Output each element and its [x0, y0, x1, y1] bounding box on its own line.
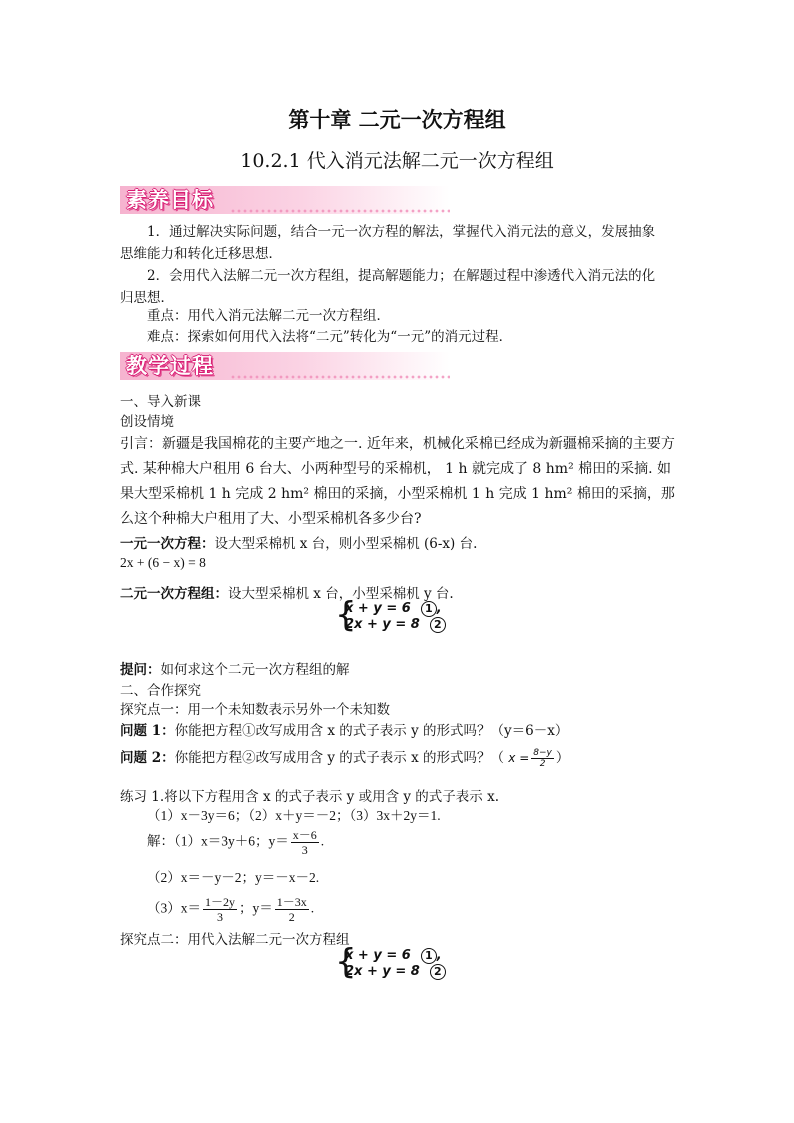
circled-1: 1	[421, 601, 437, 617]
equation-system-1	[335, 595, 446, 635]
banner-decoration	[230, 208, 450, 214]
sol1-fraction: $\frac{x-6}{3}$	[292, 828, 317, 857]
explore-point-1: 探究点一：用一个未知数表示另外一个未知数	[120, 702, 390, 718]
solution-1: 解：（1）x＝3y＋6；y＝ $\frac{x-6}{3}$ .	[147, 828, 325, 857]
question-1-line	[120, 719, 568, 739]
linear2-text: 设大型采棉机 x 台，小型采棉机 y 台.	[228, 586, 454, 602]
intro-line-1: 引言：新疆是我国棉花的主要产地之一. 近年来，机械化采棉已经成为新疆棉采摘的主要方	[120, 436, 675, 452]
circled-2: 2	[430, 964, 446, 980]
q2-label: 问题 2：	[120, 750, 175, 766]
intro-line-2: 式. 某种棉大户租用 6 台大、小两种型号的采棉机， 1 h 就完成了 8 hm² 棉田的采摘. 如	[120, 461, 672, 477]
goal-2-line-2: 归思想．	[120, 290, 174, 306]
equation-system-2	[335, 942, 446, 982]
solution-3: （3）x＝ $\frac{1-2y}{3}$ ；y＝ $\frac{1-3x}{2}$ .	[147, 895, 315, 924]
intro-line-3: 果大型采棉机 1 h 完成 2 hm² 棉田的采摘，小型采棉机 1 h 完成 1 hm² 棉田的采摘，那	[120, 486, 675, 502]
circled-2: 2	[430, 617, 446, 633]
process-banner	[120, 352, 450, 380]
chapter-title: 第十章 二元一次方程组	[288, 107, 506, 132]
circled-1: 1	[421, 948, 437, 964]
solution-2: （2）x＝－y－2；y＝－x－2.	[147, 870, 320, 885]
q1-text: 你能把方程①改写成用含 x 的式子表示 y 的形式吗？（y＝6－x）	[174, 723, 569, 739]
part2-heading: 二、合作探究	[120, 683, 201, 699]
scenario-heading: 创设情境	[120, 414, 174, 430]
goal-2-line-1: 2．会用代入法解二元一次方程组，提高解题能力；在解题过程中渗透代入消元法的化	[147, 268, 656, 284]
sol3-fraction-2: $\frac{1-3x}{2}$	[276, 895, 307, 924]
sol3-fraction-1: $\frac{1-2y}{3}$	[205, 895, 236, 924]
system-eq-1: x + y = 6 1 ,	[345, 948, 442, 963]
question-text: 如何求这个二元一次方程组的解	[160, 662, 350, 678]
linear1-line	[120, 532, 477, 552]
goals-banner-label: 素养目标	[126, 187, 214, 212]
system-brace: {	[335, 942, 357, 982]
system-brace: {	[335, 595, 357, 635]
question-line	[120, 658, 350, 678]
question-2-line: 问题 2：你能把方程②改写成用含 y 的式子表示 x 的形式吗？（ x = $\frac{8-y}{2}$ ）	[120, 748, 570, 769]
banner-decoration	[230, 374, 450, 380]
goal-1-line-1: 1．通过解决实际问题，结合一元一次方程的解法，掌握代入消元法的意义，发展抽象	[147, 224, 656, 240]
explore-point-2: 探究点二：用代入法解二元一次方程组	[120, 932, 350, 948]
exercise-items: （1）x－3y＝6；（2）x＋y＝－2；（3）3x＋2y＝1.	[147, 808, 441, 823]
linear1-text: 设大型采棉机 x 台，则小型采棉机 (6-x) 台.	[214, 536, 478, 552]
q2-fraction: $\frac{8-y}{2}$	[533, 748, 552, 769]
system-eq-1: x + y = 6 1 ,	[345, 601, 442, 616]
linear2-line	[120, 582, 454, 602]
goals-banner	[120, 186, 450, 214]
process-banner-label: 教学过程	[126, 353, 214, 378]
linear1-label: 一元一次方程：	[120, 536, 215, 552]
q2-answer: x = $\frac{8-y}{2}$	[508, 748, 552, 769]
key-point: 重点：用代入消元法解二元一次方程组．	[147, 308, 390, 324]
part1-heading: 一、导入新课	[120, 394, 201, 410]
linear1-equation: 2x + (6 − x) = 8	[120, 555, 206, 570]
q2-text: 你能把方程②改写成用含 y 的式子表示 x 的形式吗？（	[174, 750, 504, 766]
system-eq-2: 2x + y = 8 2	[345, 617, 446, 633]
difficulty: 难点：探索如何用代入法将“二元”转化为“一元”的消元过程．	[147, 329, 513, 345]
section-title: 10.2.1 代入消元法解二元一次方程组	[240, 150, 554, 172]
question-label: 提问：	[120, 662, 161, 678]
linear2-label: 二元一次方程组：	[120, 586, 228, 602]
system-eq-2: 2x + y = 8 2	[345, 964, 446, 980]
intro-line-4: 么这个种棉大户租用了大、小型采棉机各多少台?	[120, 511, 422, 527]
q1-label: 问题 1：	[120, 723, 175, 739]
goal-1-line-2: 思维能力和转化迁移思想．	[120, 246, 282, 262]
exercise-line: 练习 1.将以下方程用含 x 的式子表示 y 或用含 y 的式子表示 x.	[120, 789, 499, 805]
